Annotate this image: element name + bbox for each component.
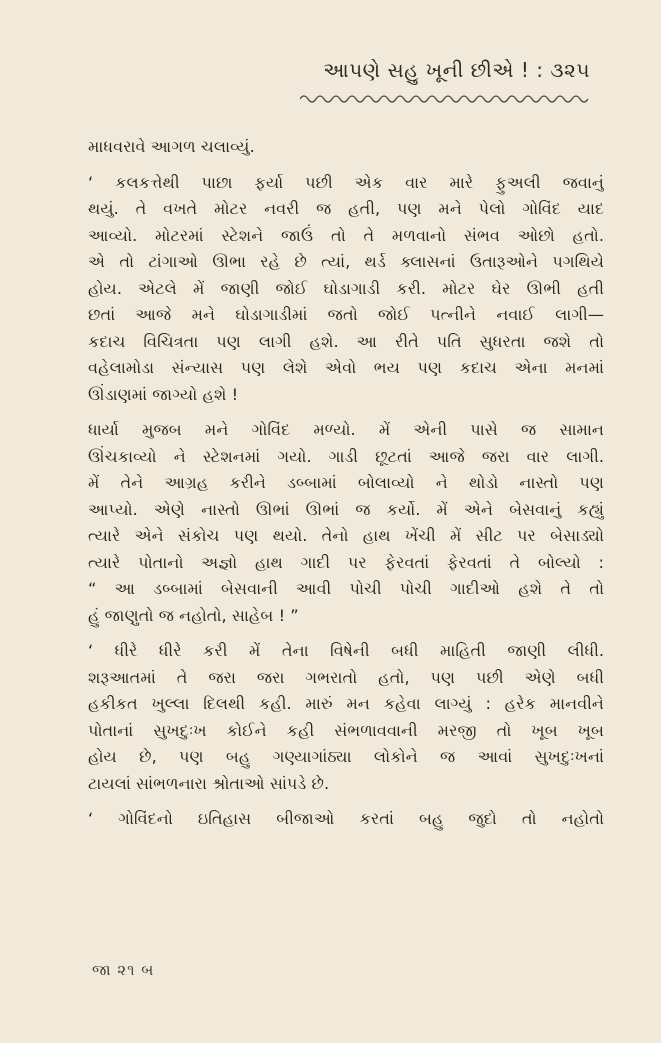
text-line: ‘ કલકત્તેથી પાછા ફર્યા પછી એક વાર મારે ફુઅલી જવાનું [88,172,604,192]
text-line: માધવરાવે આગળ ચલાવ્યું. [88,137,255,156]
text-line: ‘ ધીરે ધીરે કરી મેં તેના વિષેની બધી માહિતી જાણી લીધી. [88,641,604,660]
text-line: પોતાનાં સુખદુઃખ કોઈને કહી સંભળાવવાની મરજી તો ખૂબ ખૂબ [88,720,604,740]
paragraph [88,806,604,833]
text-line: હોય. એટલે મેં જાણી જોઈ ઘોડાગાડી કરી. મોટર ઘેર ઊભી હતી [88,278,604,298]
text-line: ત્યારે પોતાનો અજ્ઞો હાથ ગાદી પર ફેરવતાં ફેરવતાં તે બોલ્યો : [88,552,604,572]
paragraph [88,417,604,629]
paragraph [88,134,604,161]
text-line: કદાચ વિચિત્રતા પણ લાગી હશે. આ રીતે પતિ સુધરતા જશે તો [88,331,604,351]
text-line: હકીકત ખુલ્લા દિલથી કહી. મારું મન કહેવા લાગ્યું : હરેક માનવીને [88,694,604,713]
text-line: આપ્યો. એણે નાસ્તો ઊભાં ઊભાં જ કર્યો. મેં એને બેસવાનું કહ્યું [88,499,604,519]
text-line: ટાયલાં સાંભળનારા શ્રોતાઓ સાંપડે છે. [88,773,330,793]
text-line: ‘ ગોવિંદનો ઇતિહાસ બીજાઓ કરતાં બહુ જુદો તો નહોતો [88,809,604,828]
paragraph [88,170,604,409]
text-line: ઊંચકાવ્યો ને સ્ટેશનમાં ગયો. ગાડી છૂટતાં આજે જરા વાર લાગી. [88,446,604,466]
text-line: થયું. તે વખતે મોટર નવરી જ હતી, પણ મને પેલો ગોવિંદ યાદ [88,199,604,218]
text-line: વહેલામોડા સંન્યાસ પણ લેશે એવો ભય પણ કદાચ એના મનમાં [88,358,604,377]
text-line: ઊંડાણમાં જાગ્યો હશે ! [88,384,239,404]
signature-mark: જા ૨૧ બ [92,961,155,979]
running-header: આપણે સહુ ખૂની છીએ ! : ૩૨૫ [323,58,590,82]
paragraph [88,638,604,797]
text-line: ત્યારે એને સંકોચ પણ થયો. તેનો હાથ ખેંચી મેં સીટ પર બેસાડ્યો [88,526,604,545]
text-line: “ આ ડબ્બામાં બેસવાની આવી પોચી પોચી ગાદીઓ હશે તે તો [88,579,604,598]
text-line: હોય છે, પણ બહુ ગણ્યાગાંઠ્યા લોકોને જ આવાં સુખદુઃખનાં [88,747,604,766]
text-line: આવ્યો. મોટરમાં સ્ટેશને જાઉં તો તે મળવાનો સંભવ ઓછો હતો. [88,225,604,245]
text-line: મેં તેને આગ્રહ કરીને ડબ્બામાં બોલાવ્યો ને થોડો નાસ્તો પણ [88,473,604,492]
header-wavy-rule [300,92,590,106]
text-line: ધાર્યા મુજબ મને ગોવિંદ મળ્યો. મેં એની પાસે જ સામાન [88,420,604,439]
text-line: શરૂઆતમાં તે જરા જરા ગભરાતો હતો, પણ પછી એણે બધી [88,667,604,687]
text-line: હું જાણુતો જ નહોતો, સાહેબ ! ” [88,605,299,625]
body-text [88,134,604,833]
text-line: છતાં આજે મને ઘોડાગાડીમાં જતો જોઈ પત્નીને નવાઈ લાગી— [88,305,604,324]
text-line: એ તો ટાંગાઓ ઊભા રહે છે ત્યાં, થર્ડ ક્લાસનાં ઉતારૂઓને પગથિયે [88,252,604,271]
